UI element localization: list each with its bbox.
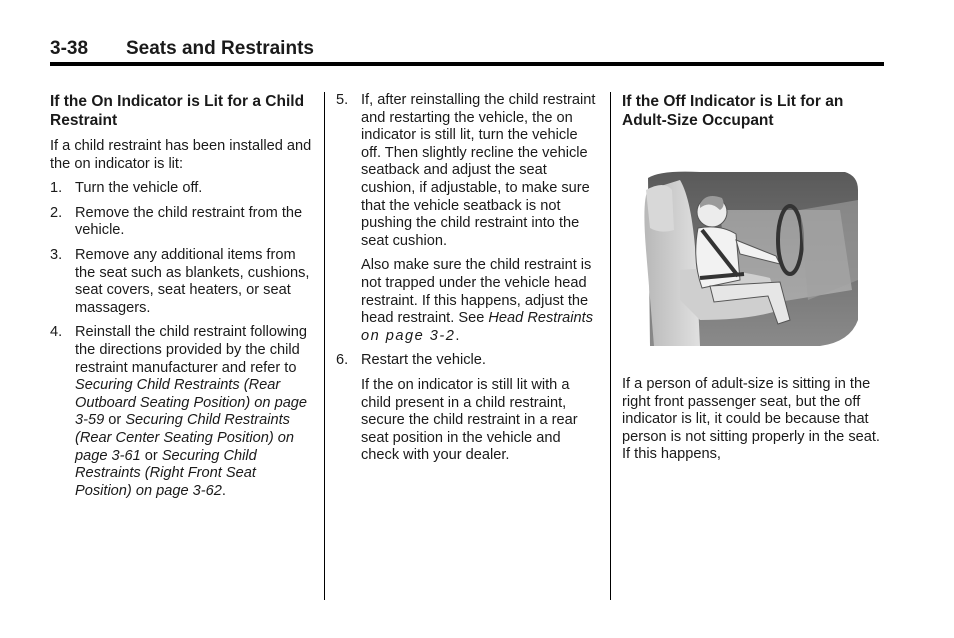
item-text: Reinstall the child restraint following the directions provided by the child restraint manufacturer and refer to bbox=[75, 324, 307, 376]
adult-passenger-illustration bbox=[640, 170, 860, 348]
item-number: 5. bbox=[336, 92, 349, 108]
adult-occupant-paragraph: If a person of adult-size is sitting in the right front passenger seat, but the off indicator is lit, it could be because that person is not sitting properly in the seat. If this happens, bbox=[622, 376, 880, 463]
column-1 bbox=[50, 92, 312, 507]
item-text: Remove any additional items from the seat such as blankets, cushions, seat covers, seat heaters, or seat massagers. bbox=[75, 246, 310, 316]
sub-paragraph bbox=[336, 257, 598, 345]
list-item bbox=[336, 92, 598, 250]
column-3 bbox=[622, 92, 884, 471]
page-header bbox=[50, 38, 884, 64]
item-number: 4. bbox=[50, 324, 63, 341]
list-item bbox=[336, 352, 598, 370]
item-text: or bbox=[104, 412, 126, 429]
list-item bbox=[50, 180, 312, 198]
list-item bbox=[50, 324, 312, 500]
intro-paragraph: If a child restraint has been installed and the on indicator is lit: bbox=[50, 138, 312, 172]
sub-paragraph: If the on indicator is still lit with a child present in a child restraint, secure the child restraint in a rear seat position in the vehicle and check with your dealer. bbox=[361, 376, 578, 464]
item-number: 3. bbox=[50, 246, 63, 263]
item-text: If, after reinstalling the child restraint and restarting the vehicle, the on indicator is still lit, turn the vehicle off. Then slightly recline the vehicle seatback and adjust the seat cushion, if adjustable, to make sure that the vehicle seatback is not pushing the child restraint into the seat cushion. bbox=[361, 92, 596, 249]
paragraph-text: . bbox=[455, 327, 460, 344]
section-title: Seats and Restraints bbox=[126, 38, 314, 59]
item-text: Remove the child restraint from the vehicle. bbox=[75, 204, 303, 239]
item-text: . bbox=[221, 482, 226, 499]
page-number: 3-38 bbox=[50, 38, 89, 59]
item-text: or bbox=[140, 447, 162, 464]
cross-reference-link[interactable]: Securing Child Restraints (Rear Center Seating Position) on page 3-61 bbox=[75, 412, 295, 464]
item-text: Restart the vehicle. bbox=[361, 352, 486, 369]
page-reference[interactable]: on page 3-2 bbox=[361, 327, 456, 344]
item-number: 6. bbox=[336, 352, 349, 369]
paragraph-text: Also make sure the child restraint is not trapped under the vehicle head restraint. If this happens, adjust the head restraint. See bbox=[361, 257, 592, 327]
item-number: 1. bbox=[50, 180, 63, 197]
item-text: Turn the vehicle off. bbox=[75, 180, 203, 197]
child-restraint-heading: If the On Indicator is Lit for a Child Restraint bbox=[50, 93, 305, 129]
head-restraints-link[interactable]: Head Restraints bbox=[488, 310, 594, 327]
cross-reference-link[interactable]: Securing Child Restraints (Rear Outboard Seating Position) on page 3-59 bbox=[75, 377, 308, 429]
list-item bbox=[50, 205, 312, 240]
column-divider-2 bbox=[610, 92, 611, 600]
adult-occupant-heading: If the Off Indicator is Lit for an Adult-Size Occupant bbox=[622, 93, 844, 129]
item-number: 2. bbox=[50, 204, 63, 221]
cross-reference-link[interactable]: Securing Child Restraints (Right Front Seat Position) on page 3-62 bbox=[75, 447, 257, 499]
column-divider-1 bbox=[324, 92, 325, 600]
column-2 bbox=[336, 92, 598, 472]
header-rule bbox=[50, 62, 884, 66]
list-item bbox=[50, 247, 312, 317]
